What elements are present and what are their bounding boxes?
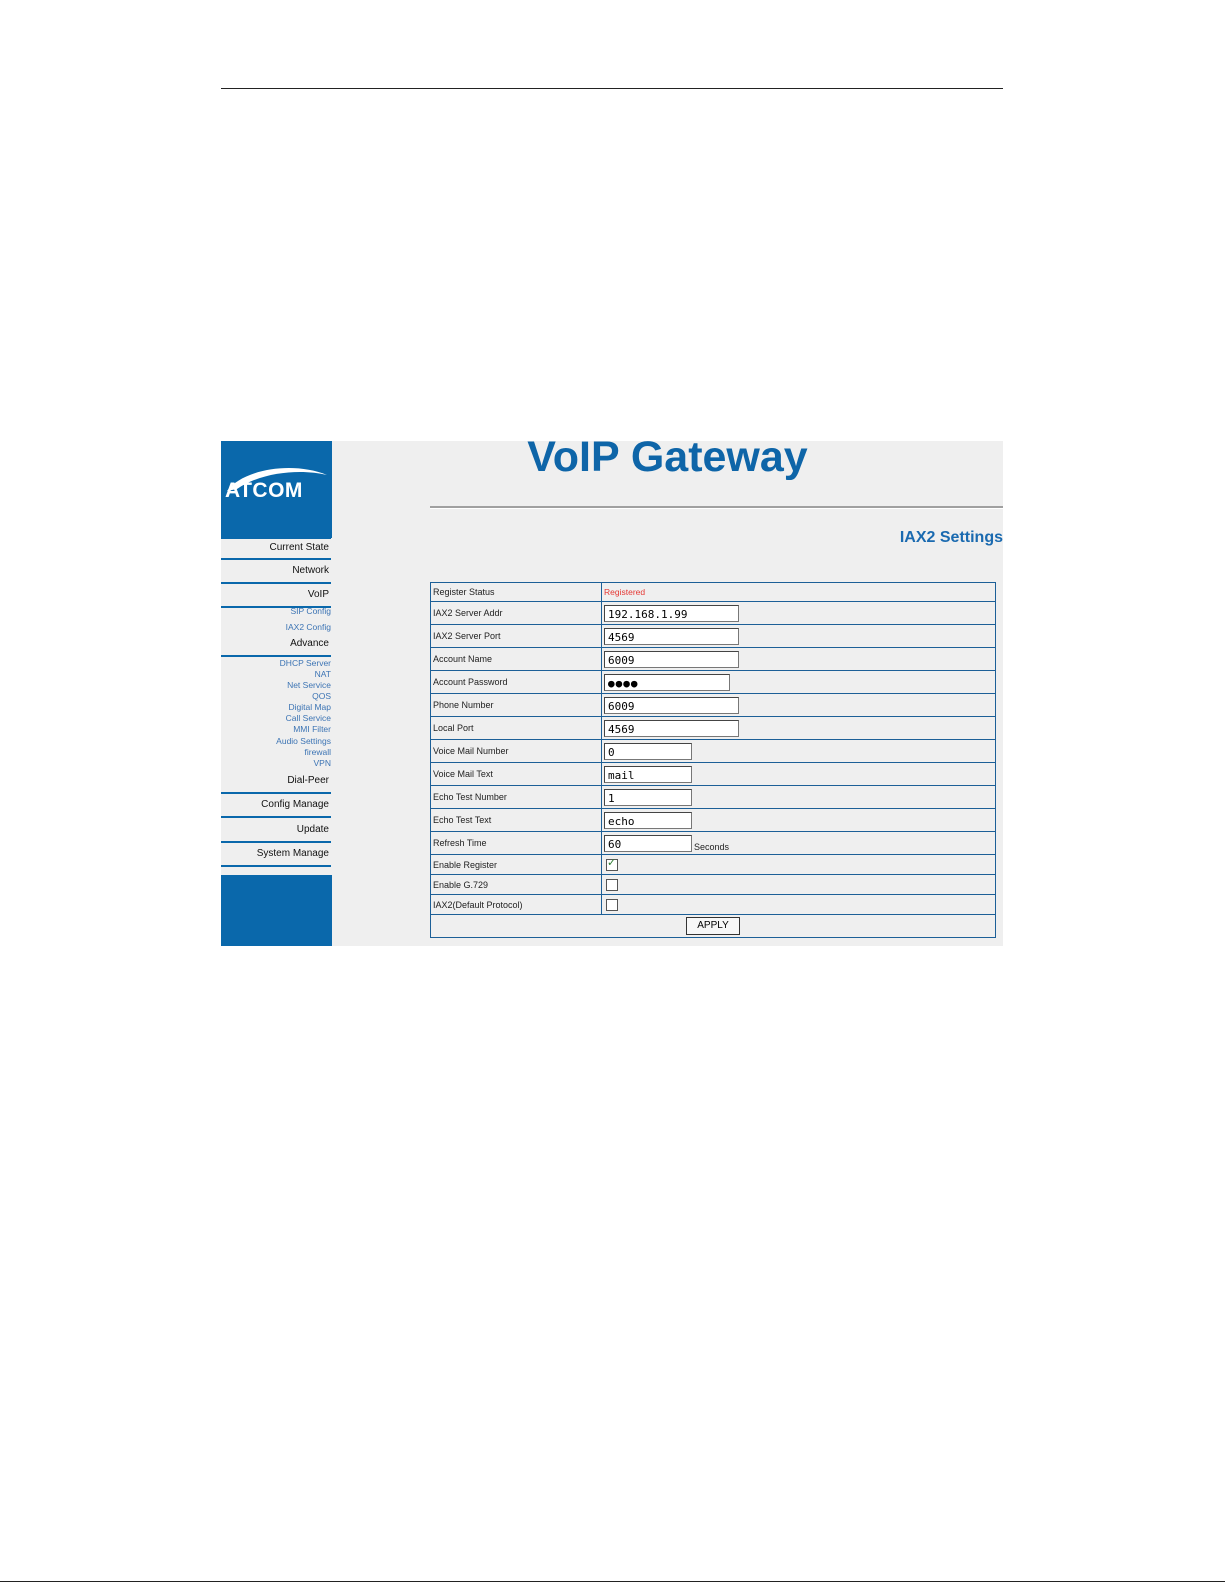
form-row-phone-number (431, 694, 996, 717)
form-row-enable-g729 (431, 875, 996, 895)
logo-text: ATCOM (225, 479, 303, 502)
menu-dial-peer[interactable]: Dial-Peer (221, 772, 331, 794)
enable-g729-label: Enable G.729 (431, 875, 602, 895)
menu-current-state[interactable]: Current State (221, 538, 331, 560)
submenu-net-service[interactable]: Net Service (287, 680, 331, 690)
page-footer-rule (0, 1581, 1225, 1582)
form-row-apply (431, 915, 996, 938)
voip-gateway-screenshot (221, 441, 1003, 946)
menu-advance[interactable]: Advance (221, 635, 331, 657)
default-protocol-checkbox[interactable] (606, 899, 618, 911)
form-row-refresh-time (431, 832, 996, 855)
form-row-echo-test-text (431, 809, 996, 832)
local-port-input[interactable]: 4569 (604, 720, 739, 737)
submenu-nat[interactable]: NAT (314, 669, 331, 679)
menu-update[interactable]: Update (221, 821, 331, 843)
sidebar (221, 441, 332, 946)
form-row-voice-mail-text (431, 763, 996, 786)
server-port-input[interactable]: 4569 (604, 628, 739, 645)
echo-test-text-input[interactable]: echo (604, 812, 692, 829)
account-password-label: Account Password (431, 671, 602, 694)
echo-test-number-input[interactable]: 1 (604, 789, 692, 806)
submenu-vpn[interactable]: VPN (313, 758, 331, 768)
menu-config-manage[interactable]: Config Manage (221, 796, 331, 818)
voice-mail-number-label: Voice Mail Number (431, 740, 602, 763)
account-name-label: Account Name (431, 648, 602, 671)
page-title: VoIP Gateway (527, 441, 808, 481)
server-addr-label: IAX2 Server Addr (431, 602, 602, 625)
refresh-time-input[interactable]: 60 (604, 835, 692, 852)
voice-mail-text-input[interactable]: mail (604, 766, 692, 783)
refresh-time-label: Refresh Time (431, 832, 602, 855)
form-row-server-port (431, 625, 996, 648)
submenu-mmi-filter[interactable]: MMI Filter (293, 724, 331, 734)
form-row-server-addr (431, 602, 996, 625)
phone-number-input[interactable]: 6009 (604, 697, 739, 714)
enable-register-label: Enable Register (431, 855, 602, 875)
echo-test-number-label: Echo Test Number (431, 786, 602, 809)
form-row-account-password (431, 671, 996, 694)
server-addr-input[interactable]: 192.168.1.99 (604, 605, 739, 622)
iax2-settings-form (430, 582, 996, 938)
sidebar-footer-panel (221, 875, 332, 946)
submenu-call-service[interactable]: Call Service (285, 713, 331, 723)
title-divider (430, 506, 1003, 509)
enable-register-checkbox[interactable] (606, 856, 618, 871)
apply-button[interactable]: APPLY (686, 917, 740, 935)
form-row-enable-register (431, 855, 996, 875)
menu-voip[interactable]: VoIP (221, 586, 331, 608)
section-title: IAX2 Settings (899, 529, 1003, 546)
voice-mail-number-input[interactable]: 0 (604, 743, 692, 760)
footer-link[interactable] (127, 1566, 270, 1582)
register-status-label: Register Status (431, 583, 602, 602)
form-row-voice-mail-number (431, 740, 996, 763)
account-name-input[interactable]: 6009 (604, 651, 739, 668)
submenu-firewall[interactable]: firewall (304, 747, 331, 757)
echo-test-text-label: Echo Test Text (431, 809, 602, 832)
form-row-local-port (431, 717, 996, 740)
checkmark-icon: ✓ (607, 856, 617, 869)
menu-network[interactable]: Network (221, 562, 331, 584)
form-row-account-name (431, 648, 996, 671)
submenu-qos[interactable]: QOS (312, 691, 331, 701)
form-row-register-status (431, 583, 996, 602)
account-password-input[interactable]: ●●●● (604, 674, 730, 691)
page-header-rule (221, 88, 1003, 89)
refresh-time-unit: Seconds (694, 841, 730, 852)
form-row-echo-test-number (431, 786, 996, 809)
phone-number-label: Phone Number (431, 694, 602, 717)
local-port-label: Local Port (431, 717, 602, 740)
default-protocol-label: IAX2(Default Protocol) (431, 895, 602, 915)
submenu-dhcp-server[interactable]: DHCP Server (279, 658, 331, 668)
submenu-iax2-config[interactable]: IAX2 Config (285, 622, 331, 632)
submenu-audio-settings[interactable]: Audio Settings (276, 736, 331, 746)
server-port-label: IAX2 Server Port (431, 625, 602, 648)
submenu-sip-config[interactable]: SIP Config (290, 606, 331, 616)
menu-system-manage[interactable]: System Manage (221, 845, 331, 867)
logo (221, 441, 332, 538)
form-row-default-protocol (431, 895, 996, 915)
submenu-digital-map[interactable]: Digital Map (288, 702, 331, 712)
enable-g729-checkbox[interactable] (606, 879, 618, 891)
voice-mail-text-label: Voice Mail Text (431, 763, 602, 786)
register-status-value: Registered (604, 587, 646, 597)
